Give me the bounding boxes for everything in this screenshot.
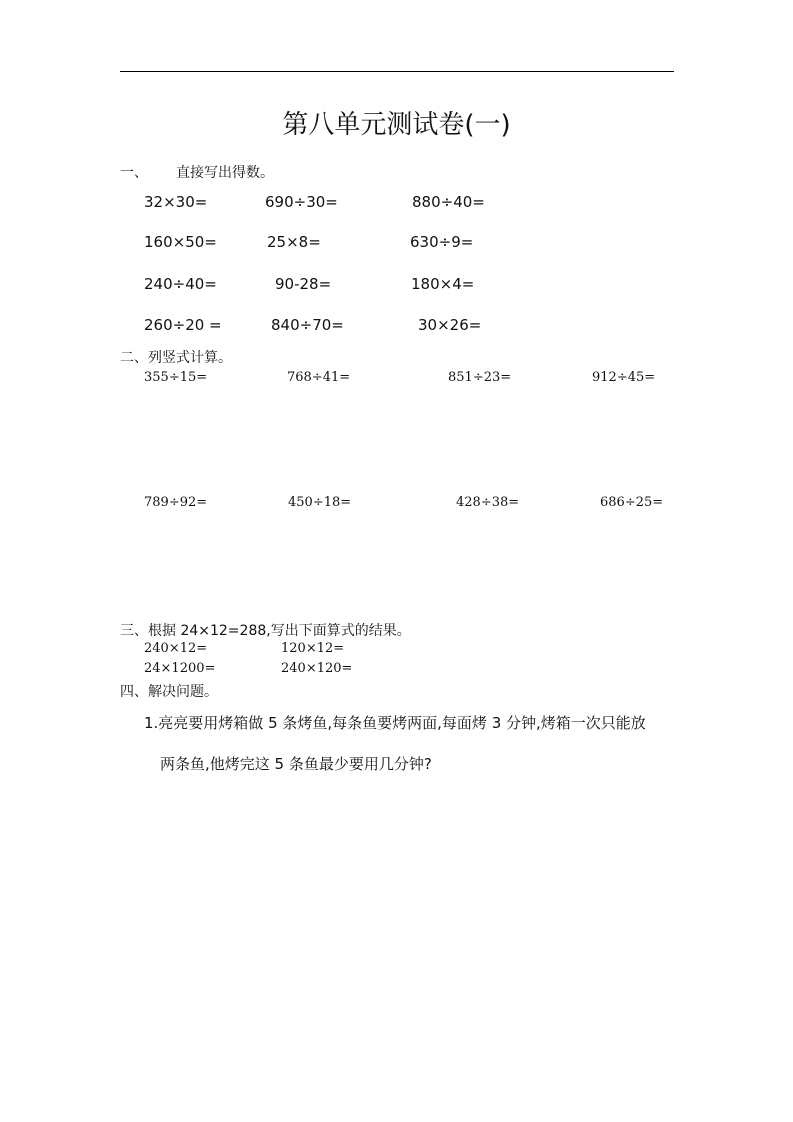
vertical-item: 912÷45= xyxy=(592,370,656,385)
vertical-item: 686÷25= xyxy=(600,495,664,510)
oral-item: 180×4= xyxy=(411,275,475,293)
section1-number: 一、 xyxy=(120,165,148,181)
problem-1-line-2: 两条鱼,他烤完这 5 条鱼最少要用几分钟? xyxy=(160,755,432,773)
header-rule xyxy=(120,71,674,72)
problem-1-line-1: 1.亮亮要用烤箱做 5 条烤鱼,每条鱼要烤两面,每面烤 3 分钟,烤箱一次只能放 xyxy=(144,714,646,732)
vertical-item: 450÷18= xyxy=(288,495,352,510)
oral-item: 240÷40= xyxy=(144,275,217,293)
oral-item: 25×8= xyxy=(267,233,321,251)
derived-item: 240×120= xyxy=(281,661,353,676)
oral-item: 690÷30= xyxy=(265,193,338,211)
vertical-item: 768÷41= xyxy=(287,370,351,385)
oral-item: 160×50= xyxy=(144,233,217,251)
oral-item: 30×26= xyxy=(418,316,482,334)
derived-item: 240×12= xyxy=(144,641,208,656)
oral-item: 32×30= xyxy=(144,193,208,211)
oral-item: 880÷40= xyxy=(412,193,485,211)
section3-heading: 三、根据 24×12=288,写出下面算式的结果。 xyxy=(120,623,411,639)
vertical-item: 851÷23= xyxy=(448,370,512,385)
oral-item: 260÷20 = xyxy=(144,316,222,334)
section1-heading: 直接写出得数。 xyxy=(176,165,274,181)
oral-item: 630÷9= xyxy=(410,233,474,251)
section4-heading: 四、解决问题。 xyxy=(120,684,218,700)
vertical-item: 355÷15= xyxy=(144,370,208,385)
oral-item: 840÷70= xyxy=(271,316,344,334)
vertical-item: 428÷38= xyxy=(456,495,520,510)
page-title: 第八单元测试卷(一) xyxy=(282,110,511,140)
oral-item: 90-28= xyxy=(275,275,332,293)
section2-heading: 二、列竖式计算。 xyxy=(120,350,232,366)
derived-item: 120×12= xyxy=(281,641,345,656)
vertical-item: 789÷92= xyxy=(144,495,208,510)
derived-item: 24×1200= xyxy=(144,661,216,676)
